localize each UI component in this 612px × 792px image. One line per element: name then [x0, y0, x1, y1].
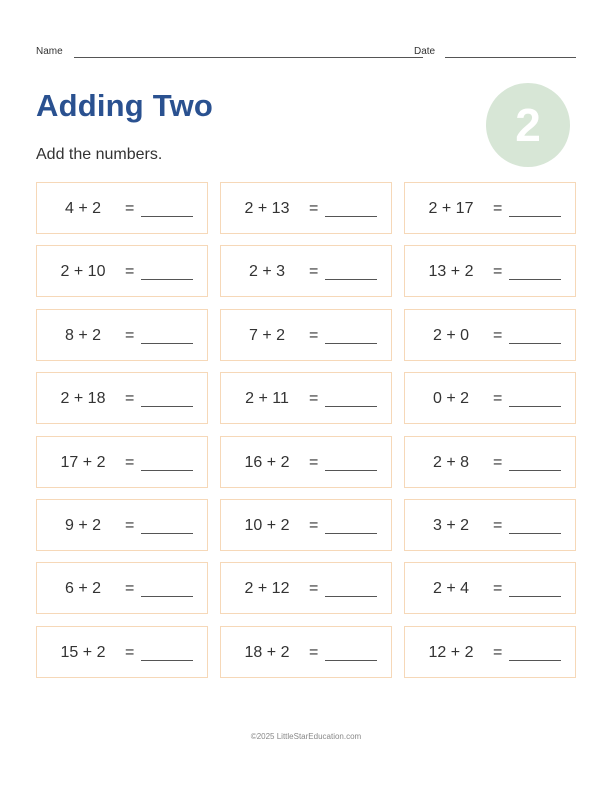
- problem-expression: 16 + 2: [244, 454, 290, 471]
- problem-cell: [404, 309, 576, 361]
- problem-expression: 2 + 3: [248, 263, 286, 280]
- problem-expression: 18 + 2: [244, 644, 290, 661]
- name-date-row: [36, 46, 576, 60]
- equals-sign: =: [309, 390, 319, 407]
- answer-blank[interactable]: [325, 216, 377, 217]
- problem-expression: 6 + 2: [64, 580, 102, 597]
- problem-cell: [36, 182, 208, 234]
- answer-blank[interactable]: [141, 279, 193, 280]
- problem-cell: [36, 499, 208, 551]
- equals-sign: =: [493, 644, 503, 661]
- problem-cell: [36, 309, 208, 361]
- answer-blank[interactable]: [509, 660, 561, 661]
- equals-sign: =: [309, 517, 319, 534]
- problem-cell: [220, 436, 392, 488]
- problem-expression: 2 + 4: [432, 580, 470, 597]
- answer-blank[interactable]: [509, 533, 561, 534]
- problem-expression: 12 + 2: [428, 644, 474, 661]
- equals-sign: =: [125, 200, 135, 217]
- equals-sign: =: [125, 644, 135, 661]
- problem-grid: [36, 182, 576, 678]
- answer-blank[interactable]: [141, 343, 193, 344]
- equals-sign: =: [309, 200, 319, 217]
- answer-blank[interactable]: [325, 343, 377, 344]
- equals-sign: =: [309, 454, 319, 471]
- problem-expression: 2 + 18: [60, 390, 106, 407]
- problem-cell: [36, 372, 208, 424]
- problem-expression: 2 + 13: [244, 200, 290, 217]
- equals-sign: =: [125, 327, 135, 344]
- problem-cell: [220, 245, 392, 297]
- problem-expression: 4 + 2: [64, 200, 102, 217]
- answer-blank[interactable]: [509, 596, 561, 597]
- problem-expression: 8 + 2: [64, 327, 102, 344]
- answer-blank[interactable]: [325, 533, 377, 534]
- problem-expression: 2 + 0: [432, 327, 470, 344]
- problem-cell: [404, 245, 576, 297]
- problem-expression: 2 + 17: [428, 200, 474, 217]
- equals-sign: =: [309, 327, 319, 344]
- problem-cell: [404, 626, 576, 678]
- equals-sign: =: [125, 263, 135, 280]
- problem-expression: 17 + 2: [60, 454, 106, 471]
- answer-blank[interactable]: [141, 660, 193, 661]
- problem-expression: 3 + 2: [432, 517, 470, 534]
- page-title: Adding Two: [36, 88, 214, 123]
- equals-sign: =: [493, 517, 503, 534]
- answer-blank[interactable]: [325, 660, 377, 661]
- equals-sign: =: [309, 644, 319, 661]
- problem-cell: [404, 436, 576, 488]
- equals-sign: =: [493, 390, 503, 407]
- problem-expression: 2 + 10: [60, 263, 106, 280]
- problem-expression: 9 + 2: [64, 517, 102, 534]
- date-label: Date: [414, 46, 436, 57]
- answer-blank[interactable]: [141, 533, 193, 534]
- equals-sign: =: [309, 263, 319, 280]
- answer-blank[interactable]: [141, 470, 193, 471]
- equals-sign: =: [309, 580, 319, 597]
- equals-sign: =: [493, 454, 503, 471]
- problem-cell: [220, 562, 392, 614]
- problem-expression: 2 + 11: [245, 390, 289, 407]
- equals-sign: =: [493, 263, 503, 280]
- instructions: Add the numbers.: [36, 146, 163, 163]
- problem-cell: [36, 626, 208, 678]
- answer-blank[interactable]: [509, 470, 561, 471]
- equals-sign: =: [493, 580, 503, 597]
- equals-sign: =: [125, 390, 135, 407]
- equals-sign: =: [493, 200, 503, 217]
- problem-cell: [404, 182, 576, 234]
- problem-expression: 2 + 12: [244, 580, 290, 597]
- problem-cell: [36, 245, 208, 297]
- problem-cell: [220, 626, 392, 678]
- problem-expression: 15 + 2: [60, 644, 106, 661]
- answer-blank[interactable]: [141, 596, 193, 597]
- name-line[interactable]: [74, 57, 423, 58]
- answer-blank[interactable]: [325, 279, 377, 280]
- problem-cell: [404, 562, 576, 614]
- problem-cell: [36, 562, 208, 614]
- problem-cell: [220, 182, 392, 234]
- answer-blank[interactable]: [509, 406, 561, 407]
- equals-sign: =: [125, 517, 135, 534]
- problem-expression: 13 + 2: [428, 263, 474, 280]
- equals-sign: =: [125, 580, 135, 597]
- answer-blank[interactable]: [325, 596, 377, 597]
- answer-blank[interactable]: [509, 216, 561, 217]
- number-badge: 2: [486, 83, 570, 167]
- date-line[interactable]: [445, 57, 576, 58]
- answer-blank[interactable]: [141, 216, 193, 217]
- answer-blank[interactable]: [325, 406, 377, 407]
- problem-cell: [404, 372, 576, 424]
- problem-expression: 7 + 2: [248, 327, 286, 344]
- problem-cell: [36, 436, 208, 488]
- problem-expression: 2 + 8: [432, 454, 470, 471]
- answer-blank[interactable]: [509, 343, 561, 344]
- equals-sign: =: [125, 454, 135, 471]
- answer-blank[interactable]: [141, 406, 193, 407]
- problem-expression: 10 + 2: [244, 517, 290, 534]
- problem-cell: [220, 309, 392, 361]
- name-label: Name: [36, 46, 63, 57]
- answer-blank[interactable]: [325, 470, 377, 471]
- problem-cell: [220, 499, 392, 551]
- equals-sign: =: [493, 327, 503, 344]
- problem-expression: 0 + 2: [432, 390, 470, 407]
- problem-cell: [404, 499, 576, 551]
- footer-copyright: ©2025 LittleStarEducation.com: [250, 732, 362, 741]
- problem-cell: [220, 372, 392, 424]
- answer-blank[interactable]: [509, 279, 561, 280]
